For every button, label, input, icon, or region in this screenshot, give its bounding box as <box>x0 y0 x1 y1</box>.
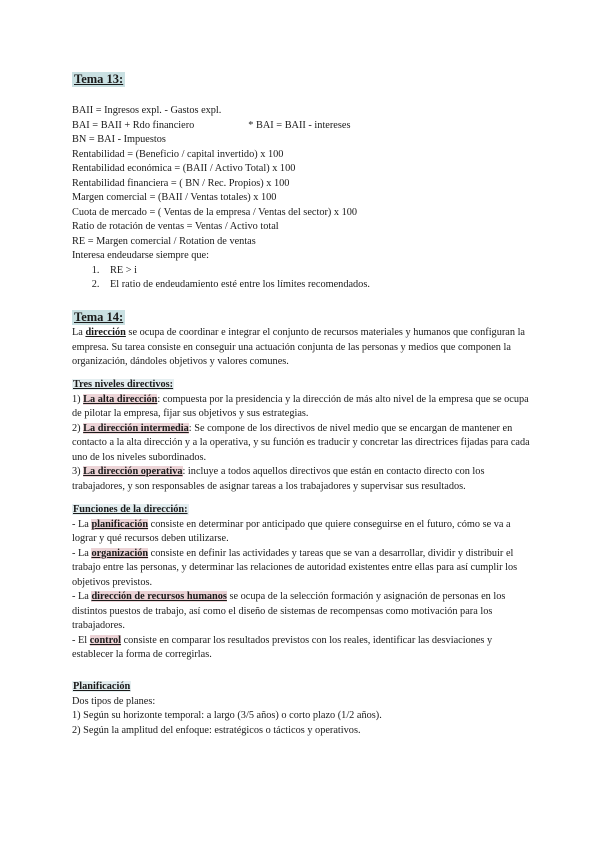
formula-line: Rentabilidad económica = (BAII / Activo Total) x 100 <box>72 163 296 174</box>
funcion-item: - La dirección de recursos humanos se ocupa de la selección formación y asignación de personas en los distintos puestos de trabajo, así como el diseño de sistemas de recompensas como motivación para los trabajadores. <box>72 591 506 631</box>
term-recursos-humanos: dirección de recursos humanos <box>91 591 227 602</box>
funcion-item: - La organización consiste en definir las actividades y tareas que se van a desarrollar, dividir y distribuir el trabajo entre las personas, y determinar las relaciones de autoridad existentes entre ellas para así cumplir los objetivos previstos. <box>72 547 518 588</box>
term-direccion-operativa: La dirección operativa <box>83 466 183 477</box>
plan-item: 1) Según su horizonte temporal: a largo (3/5 años) o corto plazo (1/2 años). <box>72 710 382 721</box>
formula-line: Margen comercial = (BAII / Ventas totales) x 100 <box>72 192 277 203</box>
planificacion-section <box>72 680 532 738</box>
funciones-title: Funciones de la dirección: <box>73 504 188 515</box>
funcion-item: - El control consiste en comparar los resultados previstos con los reales, identificar las desviaciones y establecer la forma de corregirlas. <box>72 634 493 660</box>
plan-item: 2) Según la amplitud del enfoque: estratégicos o tácticos y operativos. <box>72 724 361 736</box>
formula-line: Rentabilidad = (Beneficio / capital invertido) x 100 <box>72 148 284 160</box>
bai-note: * BAI = BAII - intereses <box>248 119 351 131</box>
term-control: control <box>89 634 122 646</box>
tema14-intro: La dirección se ocupa de coordinar e integrar el conjunto de recursos materiales y humanos que configuran la empresa. Su tarea consiste en conseguir una actuación conjunta de las personas y medios que componen la organización, dándoles objetivos y valores comunes. <box>72 327 525 367</box>
condition-item: 1. RE > i <box>102 264 532 279</box>
term-direccion: dirección <box>85 327 126 338</box>
niveles-section <box>72 378 532 494</box>
term-organizacion: organización <box>91 547 149 559</box>
nivel-item: 2) La dirección intermedia: Se compone de los directivos de nivel medio que se encargan de mantener en contacto a la alta dirección y a la operativa, y su función es traducir y concretar las directrices fijadas para cada uno de los niveles subordinados. <box>72 422 530 463</box>
planificacion-title: Planificación <box>73 681 131 692</box>
formula-line: Cuota de mercado = ( Ventas de la empresa / Ventas del sector) x 100 <box>72 206 358 218</box>
formula-line <box>72 119 532 134</box>
term-alta-direccion: La alta dirección <box>83 393 158 405</box>
formula-line: RE = Margen comercial / Rotation de ventas <box>72 235 256 247</box>
interest-intro: Interesa endeudarse siempre que: <box>72 250 209 261</box>
tema13-formulas <box>72 104 532 293</box>
nivel-item: 1) La alta dirección: compuesta por la presidencia y la dirección de más alto nivel de la empresa que se ocupa de pilotar la empresa, fijar sus objetivos y sus estrategias. <box>72 393 529 419</box>
condition-item: 2. El ratio de endeudamiento esté entre los límites recomendados. <box>102 278 532 293</box>
formula-line: Rentabilidad financiera = ( BN / Rec. Propios) x 100 <box>72 177 290 189</box>
planes-intro: Dos tipos de planes: <box>72 695 156 707</box>
tema13-title: Tema 13: <box>74 72 124 86</box>
tema13-heading <box>72 72 125 89</box>
formula-line: BN = BAI - Impuestos <box>72 134 166 145</box>
conditions-list <box>72 264 532 293</box>
formula-line: Ratio de rotación de ventas = Ventas / Activo total <box>72 221 279 232</box>
tema14-heading <box>72 310 125 327</box>
tema14-title: Tema 14: <box>74 310 124 324</box>
niveles-title: Tres niveles directivos: <box>73 379 174 390</box>
formula-line: BAII = Ingresos expl. - Gastos expl. <box>72 105 222 116</box>
nivel-item: 3) La dirección operativa: incluye a todos aquellos directivos que están en contacto directo con los trabajadores, y son responsables de asignar tareas a los trabajadores y supervisar sus resultados. <box>72 466 485 492</box>
funcion-item: - La planificación consiste en determinar por anticipado que quiere conseguirse en el futuro, cómo se va a lograr y qué recursos deben utilizarse. <box>72 518 511 544</box>
term-planificacion: planificación <box>91 518 149 530</box>
formula-text: BAI = BAII + Rdo financiero <box>72 119 195 131</box>
term-direccion-intermedia: La dirección intermedia <box>83 422 189 434</box>
funciones-section <box>72 503 532 663</box>
